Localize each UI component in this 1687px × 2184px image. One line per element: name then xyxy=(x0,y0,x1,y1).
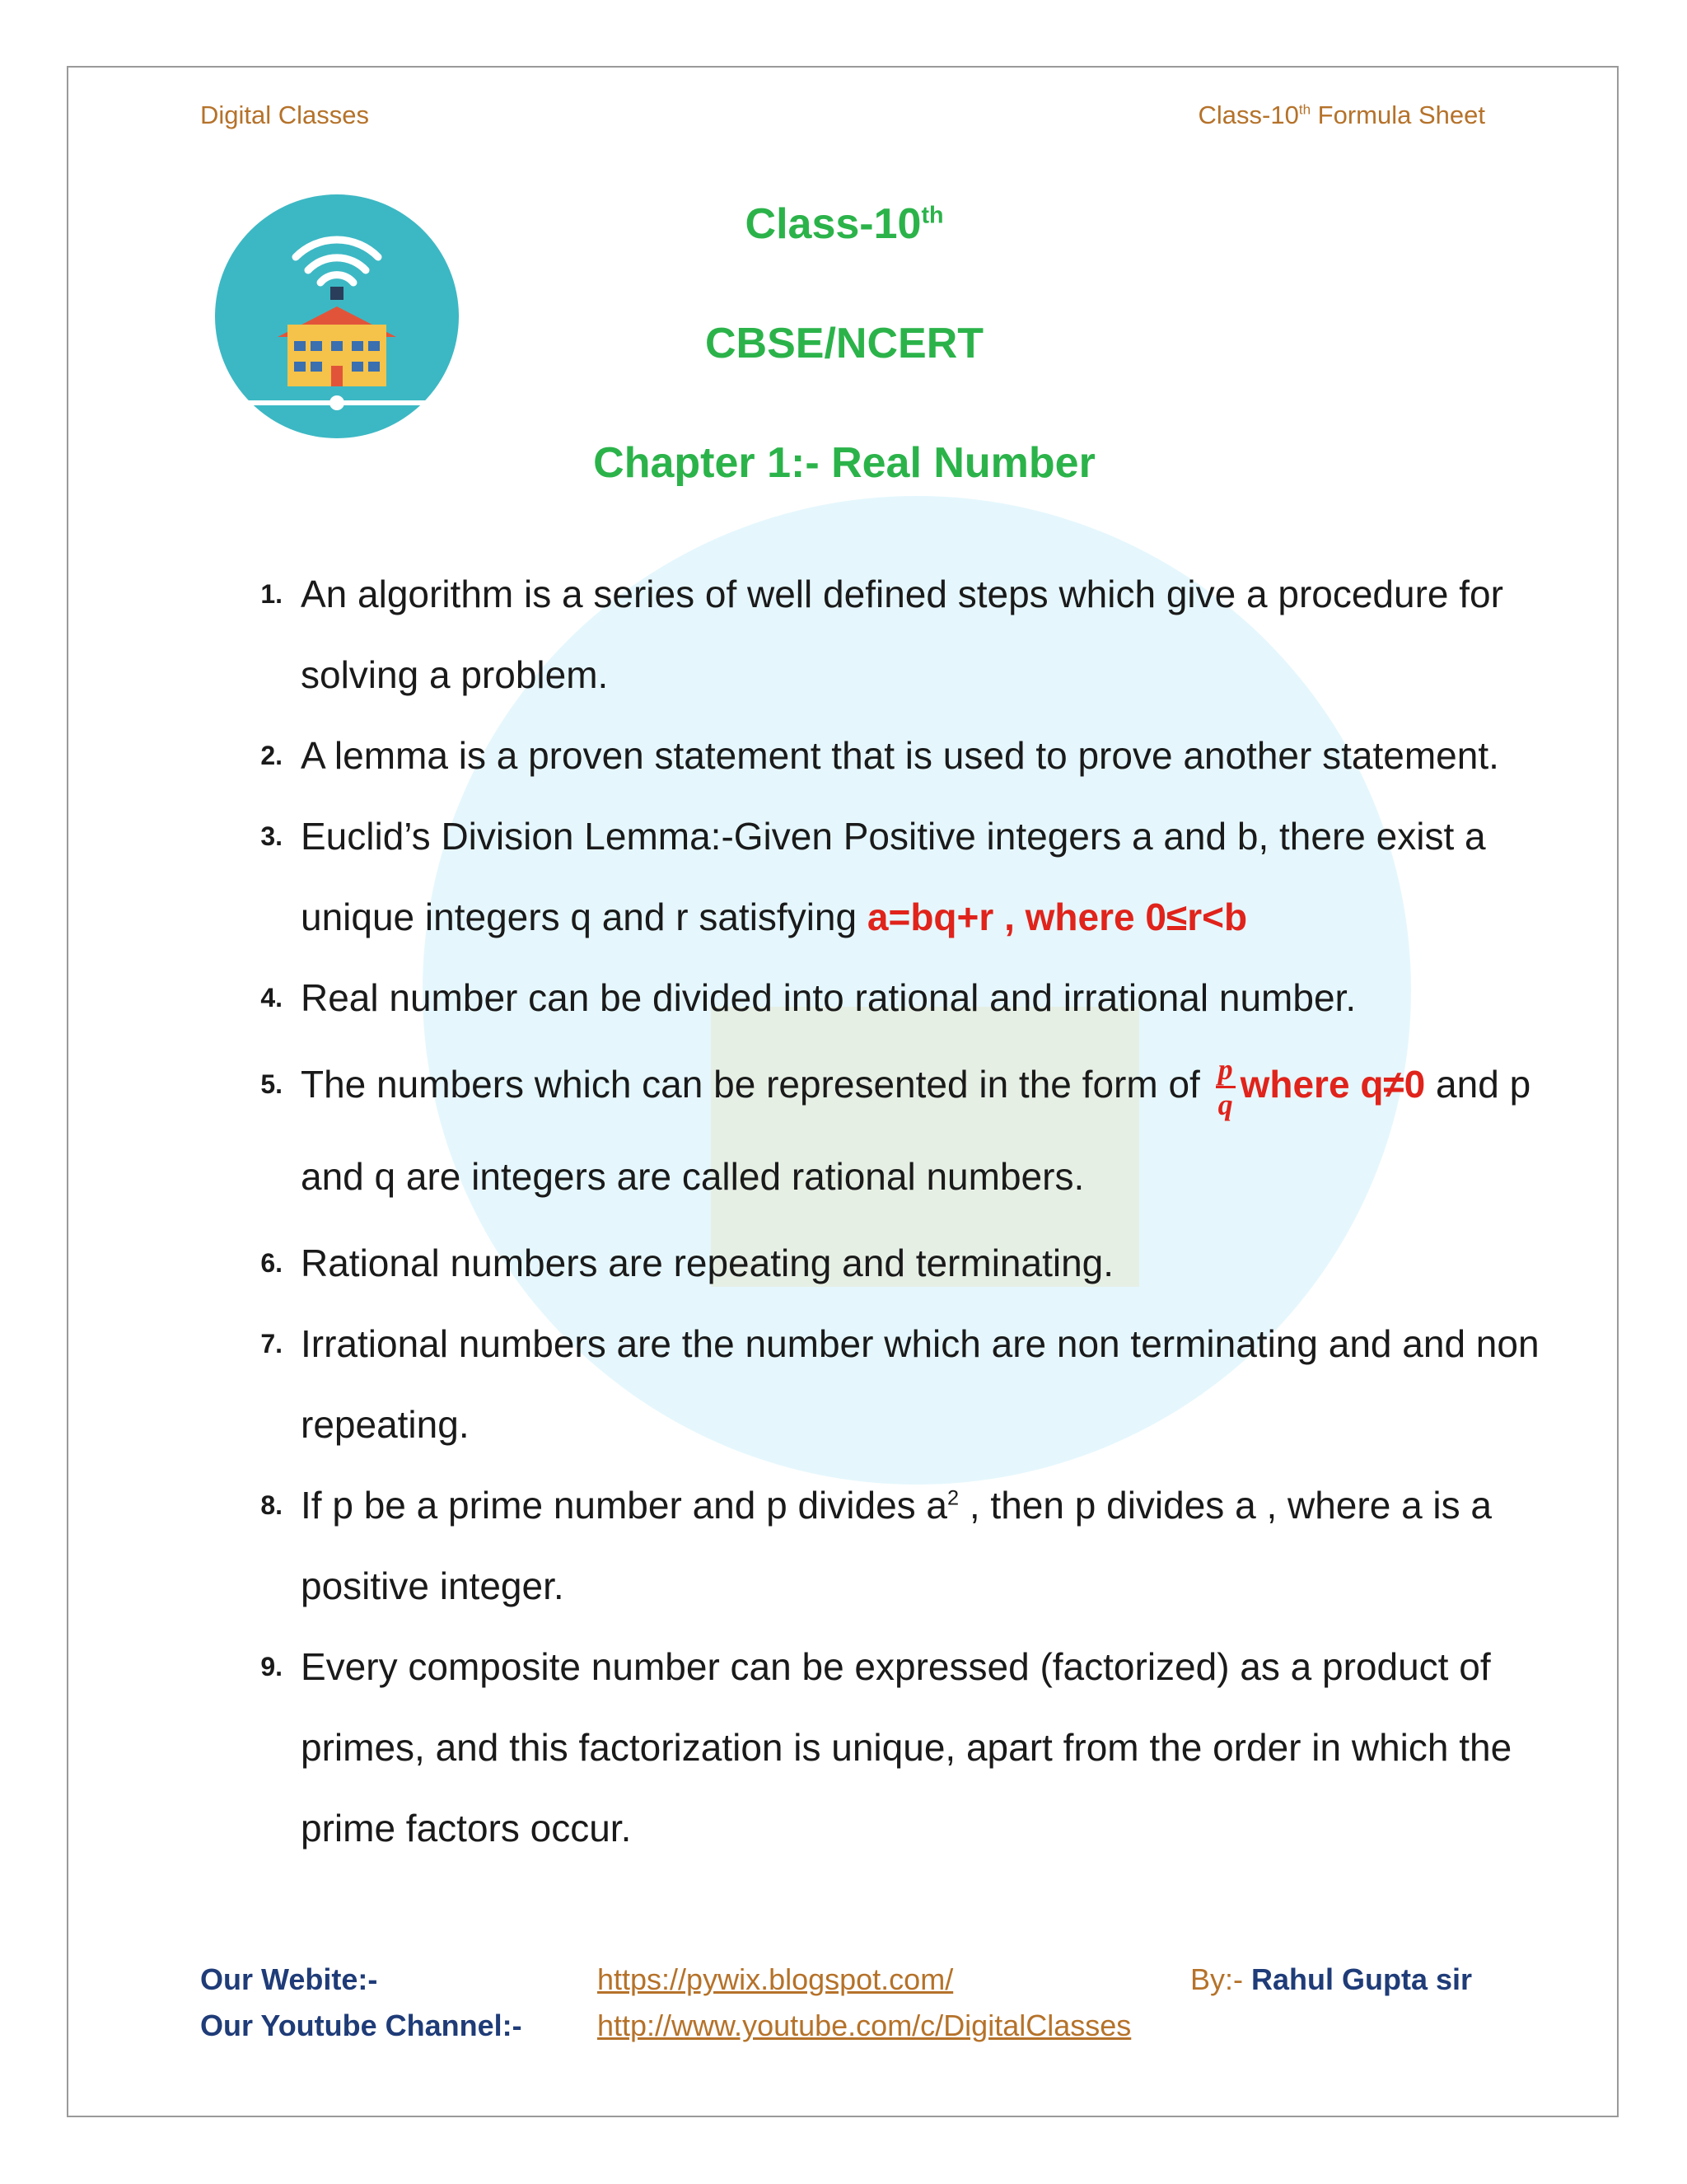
list-item: 3. Euclid’s Division Lemma:-Given Positive integers a and b, there exist a unique integers q and r satisfying a=bq+r , where 0≤r<b xyxy=(260,815,1486,938)
list-item: 5. The numbers which can be represented in the form of $\frac{p}{q}$ where q≠0 and p and q are integers are called rational numbers. xyxy=(260,1053,1531,1198)
header-left: Digital Classes xyxy=(200,101,370,129)
youtube-link[interactable]: http://www.youtube.com/c/DigitalClasses xyxy=(597,2009,1132,2042)
euclid-condition: , where 0≤r<b xyxy=(1004,896,1248,938)
list-item: 8. If p be a prime number and p divides $a^2$ , then p divides a , where a is a positive integer. xyxy=(260,1484,1493,1607)
list-item: 1. An algorithm is a series of well defined steps which give a procedure for solving a problem. xyxy=(260,573,1503,696)
header-right: Class-10th Formula Sheet xyxy=(1198,101,1485,129)
website-link[interactable]: https://pywix.blogspot.com/ xyxy=(597,1962,954,1996)
p-over-q-fraction: $\frac{p}{q}$ xyxy=(1216,1055,1236,1120)
website-label: Our Webite:- xyxy=(200,1962,378,1996)
author-credit: By:- Rahul Gupta sir xyxy=(1190,1962,1473,1996)
list-item: 2. A lemma is a proven statement that is used to prove another statement. xyxy=(260,734,1499,777)
chapter-title: Chapter 1:- Real Number xyxy=(593,439,1096,487)
list-item: 4. Real number can be divided into rational and irrational number. xyxy=(260,976,1357,1019)
class-title: Class-10th xyxy=(745,200,944,248)
board-title: CBSE/NCERT xyxy=(704,320,984,367)
page xyxy=(67,66,1619,2117)
list-item: 6. Rational numbers are repeating and terminating. xyxy=(260,1242,1115,1284)
list-item: 9. Every composite number can be expressed (factorized) as a product of primes, and this factorization is unique, apart from the order in which the prime factors occur. xyxy=(260,1645,1512,1850)
formula-list xyxy=(233,554,1568,1868)
euclid-formula: a=bq+r xyxy=(867,896,994,938)
list-item: 7. Irrational numbers are the number which are non terminating and and non repeating. xyxy=(260,1322,1540,1446)
youtube-label: Our Youtube Channel:- xyxy=(200,2009,522,2042)
